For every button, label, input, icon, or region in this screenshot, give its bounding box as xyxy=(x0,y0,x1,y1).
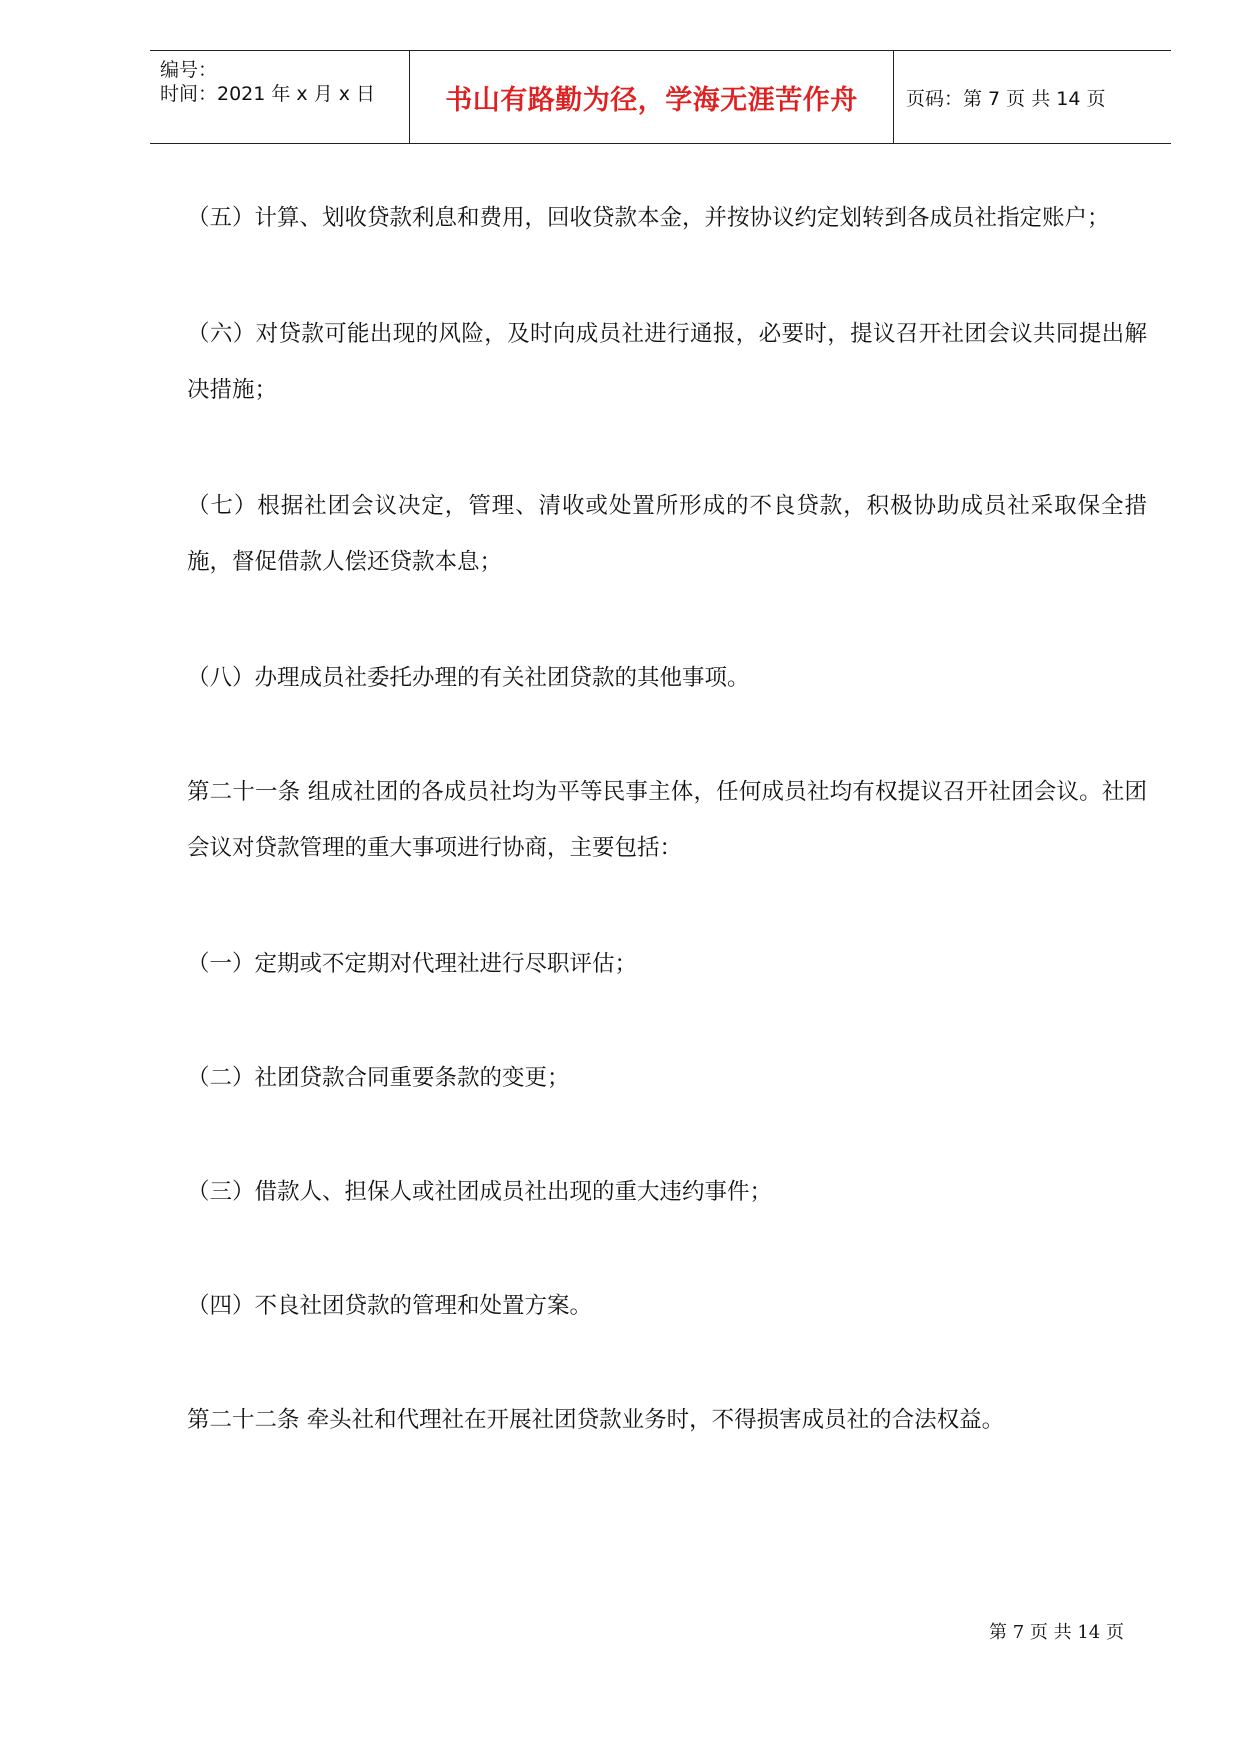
paragraph-item-7: （七）根据社团会议决定，管理、清收或处置所形成的不良贷款，积极协助成员社采取保全措施，督促借款人偿还贷款本息； xyxy=(187,493,1147,575)
paragraph-clause-1: （一）定期或不定期对代理社进行尽职评估； xyxy=(187,951,638,977)
motto-text: 书山有路勤为径，学海无涯苦作舟 xyxy=(445,84,858,116)
header-meta-cell xyxy=(150,51,410,143)
document-date-label: 时间：2021 年 x 月 x 日 xyxy=(160,83,376,105)
article-21: 第二十一条 组成社团的各成员社均为平等民事主体，任何成员社均有权提议召开社团会议。社团会议对贷款管理的重大事项进行协商，主要包括： xyxy=(187,779,1147,861)
paragraph-item-6: （六）对贷款可能出现的风险，及时向成员社进行通报，必要时，提议召开社团会议共同提出解决措施； xyxy=(187,321,1147,403)
paragraph-clause-2: （二）社团贷款合同重要条款的变更； xyxy=(187,1065,570,1091)
document-body xyxy=(187,190,1147,1448)
paragraph-clause-3: （三）借款人、担保人或社团成员社出现的重大违约事件； xyxy=(187,1179,773,1205)
footer-page-number: 第 7 页 共 14 页 xyxy=(989,1622,1124,1643)
header-page-cell xyxy=(894,51,1171,143)
paragraph-clause-4: （四）不良社团贷款的管理和处置方案。 xyxy=(187,1293,593,1319)
document-header xyxy=(150,50,1171,144)
paragraph-item-8: （八）办理成员社委托办理的有关社团贷款的其他事项。 xyxy=(187,665,750,691)
header-page-number: 页码：第 7 页 共 14 页 xyxy=(906,87,1106,110)
paragraph-item-5: （五）计算、划收贷款利息和费用，回收贷款本金，并按协议约定划转到各成员社指定账户； xyxy=(187,205,1110,231)
header-motto-cell xyxy=(410,51,894,143)
article-22: 第二十二条 牵头社和代理社在开展社团贷款业务时，不得损害成员社的合法权益。 xyxy=(187,1407,1005,1433)
document-number-label: 编号： xyxy=(160,59,218,81)
